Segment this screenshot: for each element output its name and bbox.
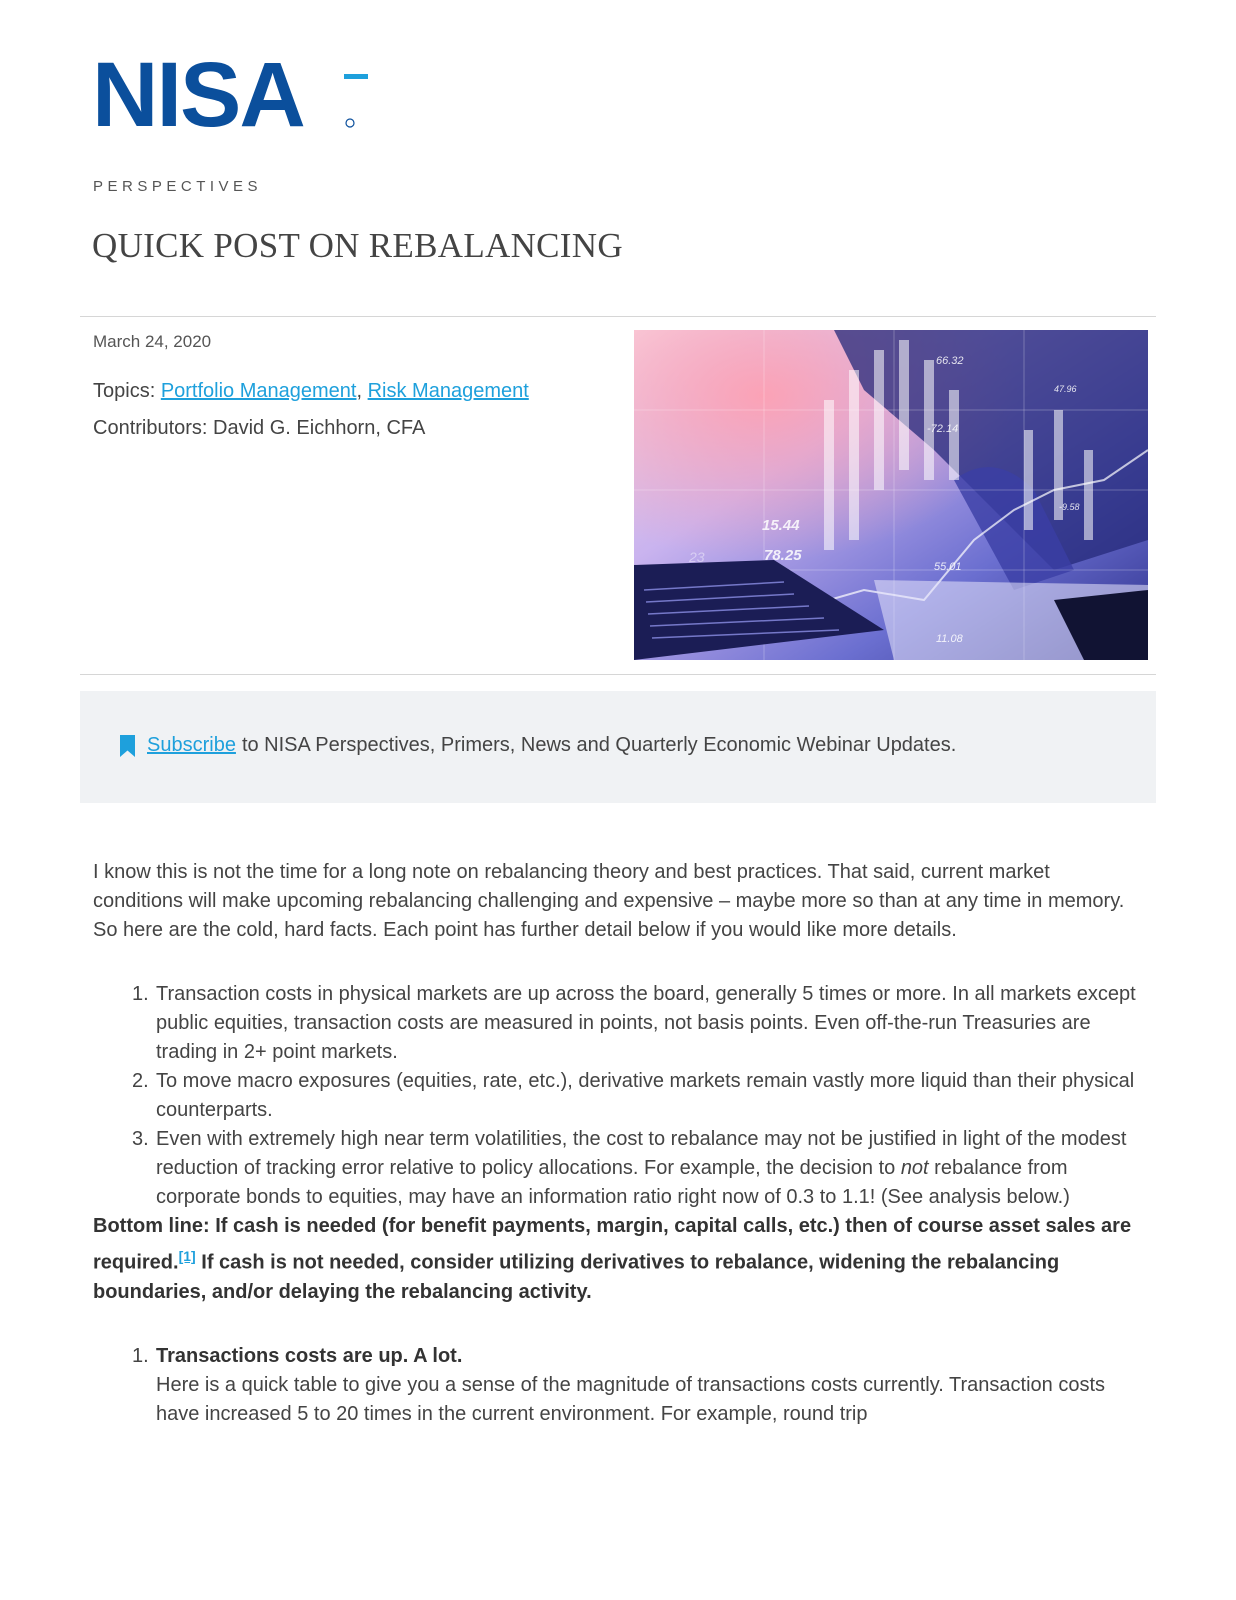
- bottom-line-text-cont: If cash is not needed, consider utilizing derivatives to rebalance, widening the rebalancing boundaries, and/or delaying the rebalancing activity.: [93, 1251, 1060, 1303]
- hero-label-2: -72.14: [927, 423, 959, 435]
- bottom-line-text: Bottom line: If cash is needed (for benefit payments, margin, capital calls, etc.) then of course asset sales are required.: [93, 1215, 1132, 1274]
- article-intro: I know this is not the time for a long note on rebalancing theory and best practices. That said, current market conditions will make upcoming rebalancing challenging and expensive – maybe more so than at any time in memory. So here are the cold, hard facts. Each point has further detail below if you would like more details.: [93, 861, 1125, 941]
- hero-label-7: 47.96: [1054, 384, 1077, 394]
- detail-body: Here is a quick table to give you a sense of the magnitude of transactions costs currently. Transaction costs have increased 5 to 20 times in the current environment. For example, round trip: [156, 1373, 1106, 1425]
- hero-label-6: 11.08: [936, 633, 963, 645]
- details-list: [93, 1342, 1143, 1429]
- article-body: [93, 858, 1143, 1429]
- topics-label: Topics:: [93, 380, 161, 402]
- list-item: [132, 980, 1143, 1067]
- post-meta: [93, 332, 613, 440]
- hero-image: [634, 330, 1148, 660]
- subscribe-message: [120, 734, 956, 757]
- nisa-logo-mark: [92, 50, 382, 140]
- hero-label-3: 15.44: [762, 517, 800, 534]
- detail-heading: Transactions costs are up. A lot.: [156, 1344, 463, 1367]
- list-item-emphasis: not: [900, 1157, 929, 1179]
- list-item-text: Transaction costs in physical markets are up across the board, generally 5 times or more. In all markets except public equities, transaction costs are measured in points, not basis points. Even off-the-run Treasuries are trading in 2+ point markets.: [156, 983, 1136, 1063]
- topic-link-risk-management[interactable]: Risk Management: [367, 380, 529, 402]
- bottom-line: [93, 1212, 1143, 1307]
- key-points-list: [93, 980, 1143, 1212]
- topic-link-portfolio-management[interactable]: Portfolio Management: [160, 380, 357, 402]
- page-title: QUICK POST ON REBALANCING: [92, 226, 623, 265]
- divider-top: [80, 316, 1156, 317]
- section-kicker: PERSPECTIVES: [93, 178, 263, 195]
- list-item: [132, 1125, 1143, 1212]
- post-date: March 24, 2020: [93, 332, 212, 351]
- subscribe-banner: [80, 691, 1156, 803]
- subscribe-text: to NISA Perspectives, Primers, News and Quarterly Economic Webinar Updates.: [241, 734, 957, 756]
- list-item-number: 2.: [132, 1070, 149, 1092]
- hero-label-1: 66.32: [936, 355, 964, 367]
- hero-illustration: [634, 330, 1148, 660]
- hero-label-9: 23: [689, 549, 705, 565]
- logo-wordmark: NISA: [92, 50, 304, 140]
- list-item: [132, 1342, 1143, 1429]
- logo-accent-dash: [344, 74, 368, 79]
- list-item-number: 1.: [132, 1344, 149, 1367]
- list-item-text-cont: rebalance from corporate bonds to equities, may have an information ratio right now of 0.3 to 1.1! (See analysis below.): [156, 1157, 1070, 1208]
- list-item-text: To move macro exposures (equities, rate, etc.), derivative markets remain vastly more liquid than their physical counterparts.: [156, 1070, 1135, 1121]
- nisa-logo[interactable]: [92, 50, 382, 140]
- bookmark-icon: [120, 735, 135, 757]
- topic-separator: ,: [356, 380, 368, 402]
- list-item-number: 1.: [132, 983, 149, 1005]
- hero-label-4: 78.25: [764, 547, 802, 564]
- hero-label-8: -9.58: [1059, 502, 1080, 512]
- subscribe-link[interactable]: Subscribe: [147, 734, 236, 756]
- footnote-link-1[interactable]: [1]: [178, 1248, 196, 1264]
- hero-label-5: 55.01: [934, 561, 962, 573]
- divider-bottom: [80, 674, 1156, 675]
- list-item-text: Even with extremely high near term volatilities, the cost to rebalance may not be justified in light of the modest reduction of tracking error relative to policy allocations. For example, the decision to: [156, 1128, 1127, 1179]
- list-item: [132, 1067, 1143, 1125]
- list-item-number: 3.: [132, 1128, 149, 1150]
- post-contributors: Contributors: David G. Eichhorn, CFA: [93, 417, 426, 439]
- post-topics: [93, 380, 613, 403]
